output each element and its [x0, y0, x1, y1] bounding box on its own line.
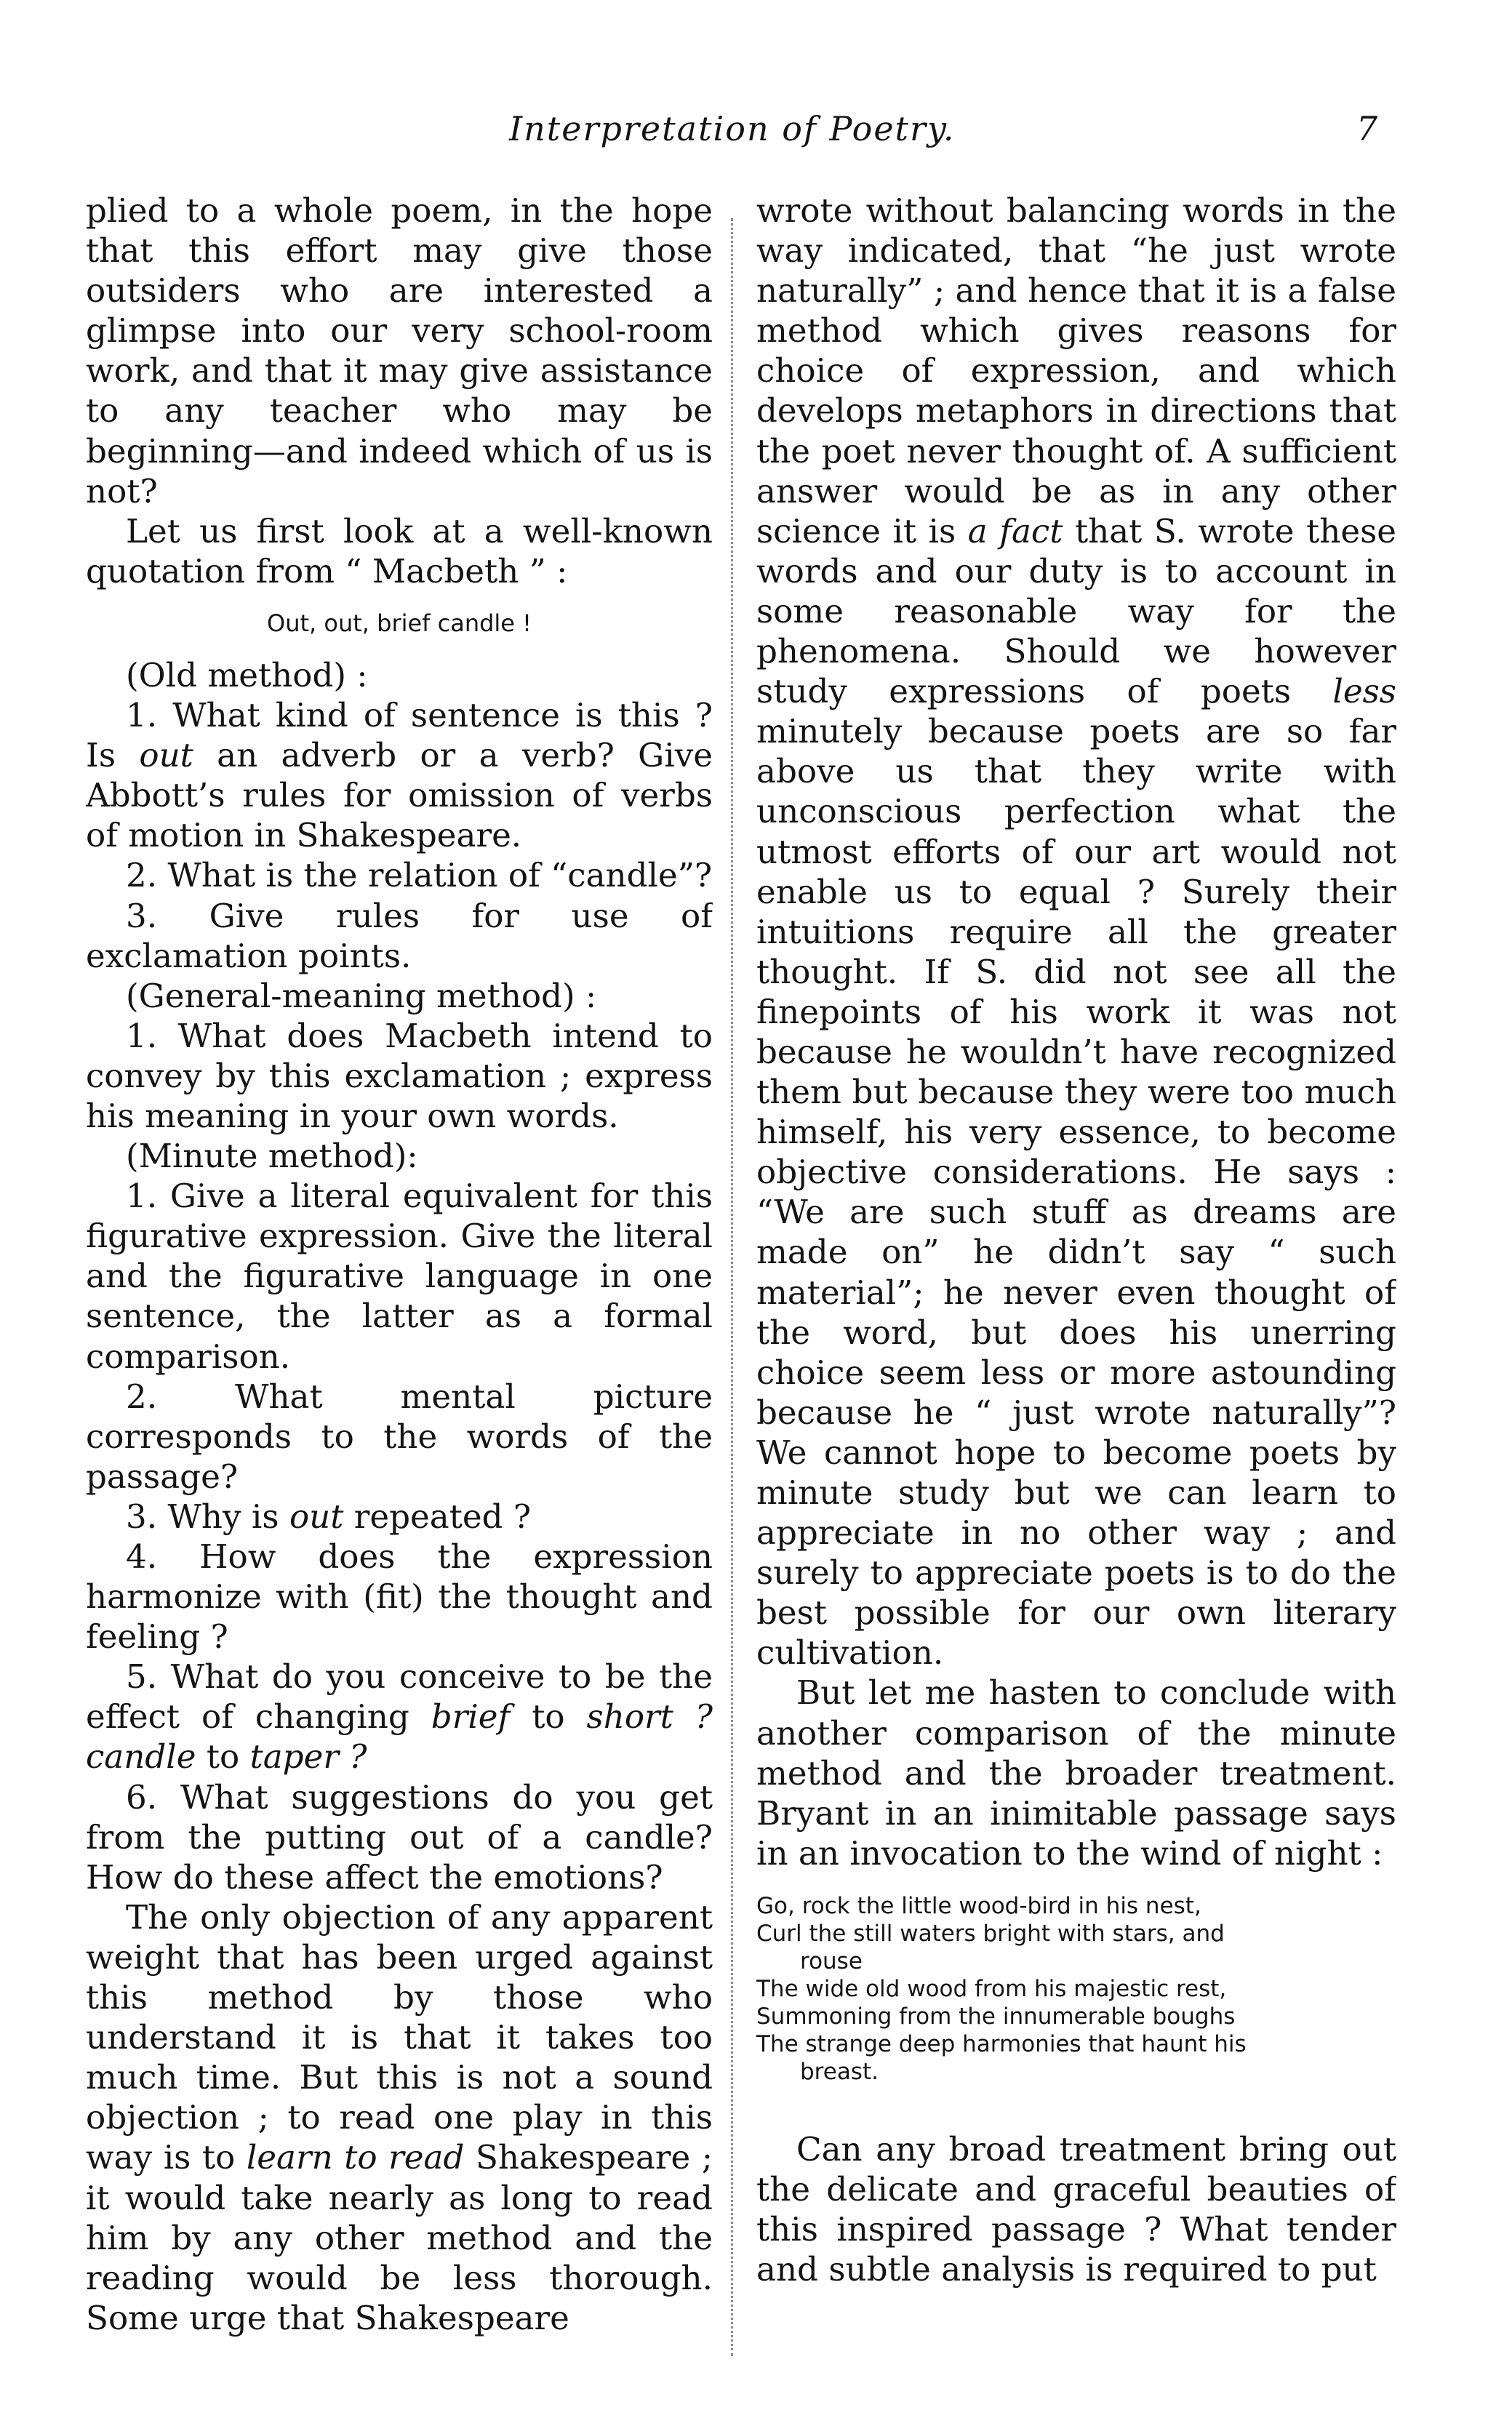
question-item: 1. What does Macbeth intend to convey by this exclamation ; express his meaning in your own words. — [86, 1016, 713, 1135]
method-heading: (Minute method): — [126, 1137, 418, 1176]
left-column — [86, 191, 713, 2372]
question-item: 1. What kind of sentence is this ? Is out an adverb or a verb? Give Abbott’s rules for omission of verbs of motion in Shakespeare. — [86, 696, 713, 855]
verse-line: The wide old wood from his majestic rest, — [756, 1975, 1227, 2002]
verse-line: Summoning from the innumerable boughs — [756, 2003, 1236, 2030]
method-heading: (General-meaning method) : — [126, 976, 597, 1015]
question-item: 1. Give a literal equivalent for this figurative expression. Give the literal and the figurative language in one sentence, the latter as a formal comparison. — [86, 1177, 713, 1376]
verse-line: Curl the still waters bright with stars, and — [756, 1920, 1225, 1947]
question-item: 4. How does the expression harmonize with (fit) the thought and feeling ? — [86, 1537, 713, 1657]
question-item: 5. What do you conceive to be the effect of changing brief to short ? candle to taper ? — [86, 1657, 713, 1777]
verse-line: The strange deep harmonies that haunt his — [756, 2030, 1247, 2057]
right-column — [756, 191, 1396, 2372]
verse-line: breast. — [800, 2058, 879, 2085]
verse-quote — [756, 1892, 1396, 2086]
column-divider — [731, 218, 733, 2356]
method-heading: (Old method) : — [126, 655, 368, 694]
verse-line: rouse — [800, 1947, 863, 1974]
question-item: 2. What is the relation of “candle”? — [126, 856, 713, 895]
paragraph: Can any broad treatment bring out the delicate and graceful beauties of this inspired passage ? What tender and subtle analysis is required to put — [756, 2129, 1396, 2289]
question-item: 6. What suggestions do you get from the putting out of a candle? How do these affect the emotions? — [86, 1777, 713, 1897]
paragraph: wrote without balancing words in the way indicated, that “he just wrote naturally” ; and hence that it is a false method which gives reasons for choice of expression, and which develops metaphors in directions that the poet never thought of. A sufficient answer would be as in any other science it is a fact that S. wrote these words and our duty is to account in some reasonable way for the phenomena. Should we however study expressions of poets less minutely because poets are so far above us that they write with unconscious perfection what the utmost efforts of our art would not enable us to equal ? Surely their intuitions require all the greater thought. If S. did not see all the finepoints of his work it was not because he wouldn’t have recognized them but because they were too much himself, his very essence, to become objective considerations. He says : “We are such stuff as dreams are made on” he didn’t say “ such material”; he never even thought of the word, but does his unerring choice seem less or more astounding because he “ just wrote naturally”? We cannot hope to become poets by minute study but we can learn to appreciate in no other way ; and surely to appreciate poets is to do the best possible for our own literary cultivation. — [756, 191, 1396, 1673]
paragraph: Let us first look at a well-known quotation from “ Macbeth ” : — [86, 511, 713, 591]
paragraph: The only objection of any apparent weight that has been urged against this method by those who understand it is that it takes too much time. But this is not a sound objection ; to read one play in this way is to learn to read Shakespeare ; it would take nearly as long to read him by any other method and the reading would be less thorough. Some urge that Shakespeare — [86, 1897, 713, 2337]
page-header — [0, 109, 1512, 167]
paragraph: But let me hasten to conclude with another comparison of the minute method and the broader treatment. Bryant in an inimitable passage says in an invocation to the wind of night : — [756, 1673, 1396, 1873]
question-item: 3. Give rules for use of exclamation points. — [86, 896, 713, 975]
paragraph: plied to a whole poem, in the hope that this effort may give those outsiders who are interested a glimpse into our very school-room work, and that it may give assistance to any teacher who may be beginning—and indeed which of us is not? — [86, 191, 713, 511]
page-number: 7 — [1356, 109, 1378, 148]
block-quote: Out, out, brief candle ! — [267, 609, 532, 637]
running-title: Interpretation of Poetry. — [509, 109, 956, 148]
verse-line: Go, rock the little wood-bird in his nest, — [756, 1892, 1201, 1919]
question-item: 2. What mental picture corresponds to the words of the passage? — [86, 1377, 713, 1496]
question-item: 3. Why is out repeated ? — [126, 1497, 532, 1536]
